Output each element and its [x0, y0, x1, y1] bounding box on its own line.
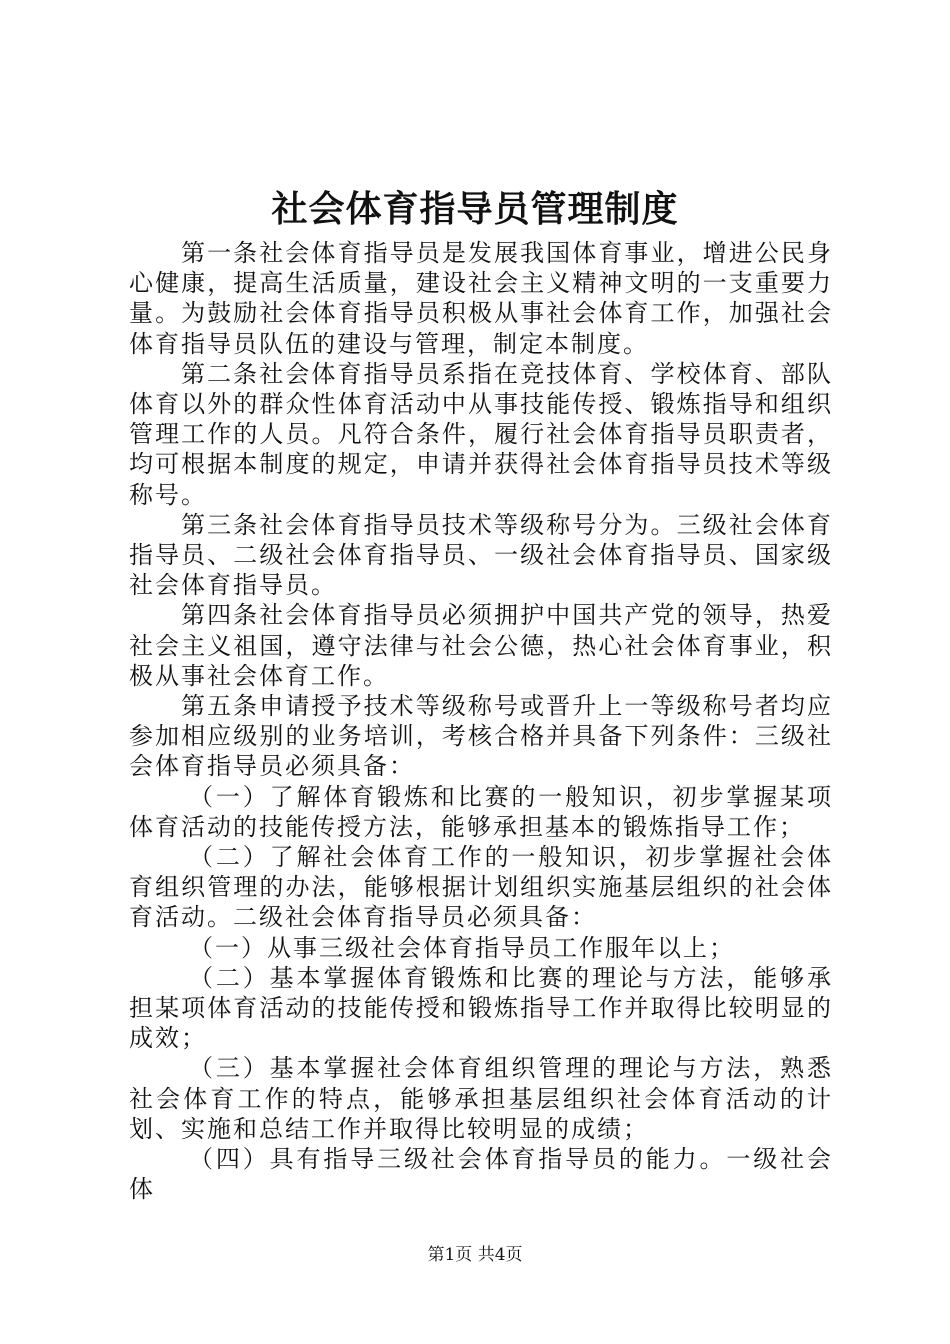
page-number-footer: 第1页 共4页	[427, 1245, 523, 1265]
paragraph-article-1: 第一条社会体育指导员是发展我国体育事业，增进公民身心健康，提高生活质量，建设社会主义精神文明的一支重要力量。为鼓励社会体育指导员积极从事社会体育工作，加强社会体育指导员队伍的建设与管理，制定本制度。	[129, 239, 833, 358]
paragraph-level2-item-1: （一）从事三级社会体育指导员工作服年以上；	[189, 933, 735, 962]
document-body	[129, 238, 833, 1205]
paragraph-article-5: 第五条申请授予技术等级称号或晋升上一等级称号者均应参加相应级别的业务培训，考核合格并具备下列条件：三级社会体育指导员必须具备：	[129, 692, 833, 781]
paragraph-article-2: 第二条社会体育指导员系指在竞技体育、学校体育、部队体育以外的群众性体育活动中从事技能传授、锻炼指导和组织管理工作的人员。凡符合条件，履行社会体育指导员职责者，均可根据本制度的规定，申请并获得社会体育指导员技术等级称号。	[129, 359, 833, 509]
paragraph-article-3: 第三条社会体育指导员技术等级称号分为。三级社会体育指导员、二级社会体育指导员、一级社会体育指导员、国家级社会体育指导员。	[129, 510, 833, 600]
paragraph-level3-item-1: （一）了解体育锻炼和比赛的一般知识，初步掌握某项体育活动的技能传授方法，能够承担基本的锻炼指导工作；	[129, 782, 833, 841]
paragraph-level2-item-3: （三）基本掌握社会体育组织管理的理论与方法，熟悉社会体育工作的特点，能够承担基层组织社会体育活动的计划、实施和总结工作并取得比较明显的成绩；	[129, 1054, 833, 1143]
paragraph-level3-item-2: （二）了解社会体育工作的一般知识，初步掌握社会体育组织管理的办法，能够根据计划组织实施基层组织的社会体育活动。二级社会体育指导员必须具备：	[129, 843, 833, 932]
paragraph-level2-item-4: （四）具有指导三级社会体育指导员的能力。一级社会体	[129, 1145, 833, 1204]
paragraph-level2-item-2: （二）基本掌握体育锻炼和比赛的理论与方法，能够承担某项体育活动的技能传授和锻炼指导工作并取得比较明显的成效；	[129, 963, 833, 1053]
document-title: 社会体育指导员管理制度	[271, 188, 679, 230]
paragraph-article-4: 第四条社会体育指导员必须拥护中国共产党的领导，热爱社会主义祖国，遵守法律与社会公德，热心社会体育事业，积极从事社会体育工作。	[129, 601, 833, 690]
